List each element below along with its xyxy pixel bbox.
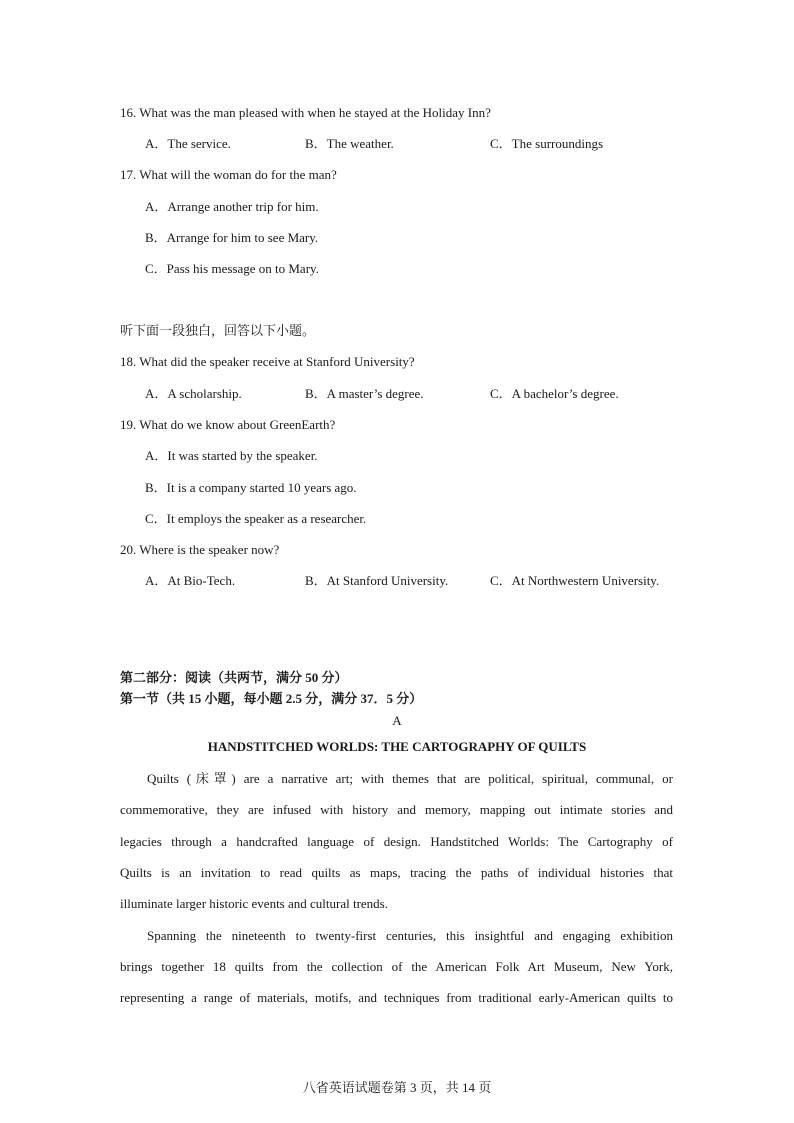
question-20 [120,542,279,558]
q20-option-c: C．At Northwestern University. [490,573,660,588]
paragraph-line: brings together 18 quilts from the collection of the American Folk Art Museum, New York, [120,959,673,974]
question-text: What was the man pleased with when he stayed at the Holiday Inn? [139,105,491,120]
paragraph-line: Quilts is an invitation to read quilts as maps, tracing the paths of individual histories that [120,865,673,880]
question-number: 17. [120,167,137,182]
paragraph-line: illuminate larger historic events and cultural trends. [120,896,388,911]
q19-option-b: B．It is a company started 10 years ago. [145,480,357,495]
q20-option-b: B．At Stanford University. [305,573,449,588]
question-19 [120,417,335,433]
q16-option-a: A．The service. [145,136,231,151]
question-number: 16. [120,105,137,120]
question-text: What did the speaker receive at Stanford University? [139,354,415,369]
q20-option-a: A．At Bio-Tech. [145,573,236,588]
section-title: 第一节（共 15 小题，每小题 2.5 分，满分 37．5 分） [120,691,423,706]
paragraph-line: Quilts (床罩) are a narrative art; with themes that are political, spiritual, communal, or [147,771,673,786]
question-number: 19. [120,417,137,432]
page-footer: 八省英语试题卷第 3 页，共 14 页 [302,1080,492,1095]
question-16 [120,105,491,121]
paragraph-line: legacies through a handcrafted language of design. Handstitched Worlds: The Cartography of [120,834,673,849]
q19-option-c: C．It employs the speaker as a researcher. [145,511,367,526]
question-text: What do we know about GreenEarth? [139,417,336,432]
question-text: What will the woman do for the man? [139,167,337,182]
passage-title: HANDSTITCHED WORLDS: THE CARTOGRAPHY OF QUILTS [207,739,587,754]
q19-option-a: A．It was started by the speaker. [145,448,318,463]
paragraph-line: commemorative, they are infused with history and memory, mapping out intimate stories and [120,802,673,817]
q17-option-b: B．Arrange for him to see Mary. [145,230,319,245]
q16-option-b: B．The weather. [305,136,394,151]
part-title: 第二部分：阅读（共两节，满分 50 分） [120,670,348,685]
listening-instruction: 听下面一段独白，回答以下小题。 [120,323,316,338]
q17-option-c: C．Pass his message on to Mary. [145,261,319,276]
question-text: Where is the speaker now? [139,542,280,557]
paragraph-line: representing a range of materials, motifs, and techniques from traditional early-American quilts to [120,990,673,1005]
q18-option-a: A．A scholarship. [145,386,242,401]
q16-option-c: C．The surroundings [490,136,604,151]
question-number: 18. [120,354,137,369]
question-17 [120,167,337,183]
q17-option-a: A．Arrange another trip for him. [145,199,319,214]
q18-option-c: C．A bachelor’s degree. [490,386,619,401]
paragraph-line: Spanning the nineteenth to twenty-first centuries, this insightful and engaging exhibition [147,928,673,943]
q18-option-b: B．A master’s degree. [305,386,424,401]
question-number: 20. [120,542,137,557]
passage-letter: A [392,713,402,728]
question-18 [120,354,415,370]
